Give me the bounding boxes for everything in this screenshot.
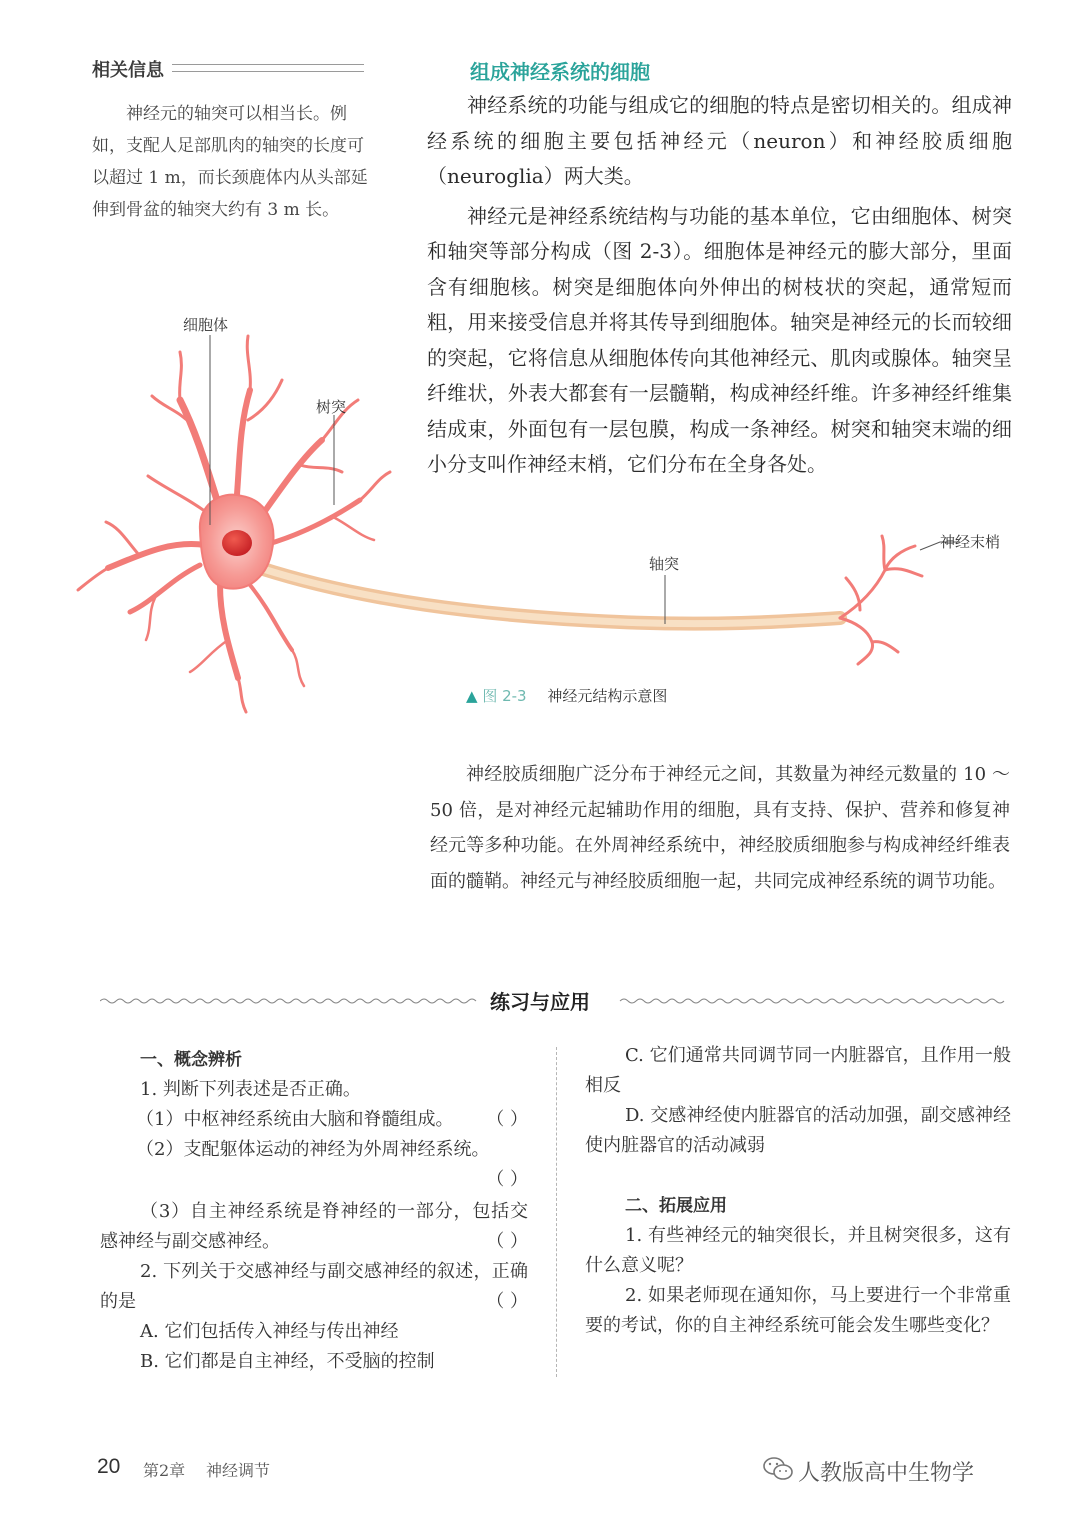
- neuron-diagram: [60, 300, 1060, 720]
- caption-title: 神经元结构示意图: [547, 687, 668, 705]
- section-title: 组成神经系统的细胞: [470, 60, 650, 84]
- option-d: D. 交感神经使内脏器官的活动加强，副交感神经使内脏器官的活动减弱: [585, 1105, 1011, 1156]
- extension-question-1: 1. 有些神经元的轴突很长，并且树突很多，这有什么意义呢？: [585, 1225, 1011, 1276]
- glia-section: [430, 757, 1010, 899]
- exercise-left-column: [100, 1045, 528, 1377]
- nucleus: [222, 530, 252, 556]
- column-divider: [556, 1047, 557, 1377]
- chapter-name: 神经调节: [206, 1461, 271, 1480]
- answer-blank[interactable]: （ ）: [486, 1291, 528, 1312]
- nerve-ending-branches: [840, 536, 922, 664]
- page-number: 20: [97, 1455, 121, 1478]
- question-1-2-blank[interactable]: （ ）: [486, 1169, 528, 1190]
- chapter-number: 第2章: [143, 1461, 186, 1480]
- exercise-heading-2: 二、拓展应用: [625, 1196, 727, 1216]
- option-c: C. 它们通常共同调节同一内脏器官，且作用一般相反: [585, 1045, 1011, 1096]
- body-paragraph-1: 神经系统的功能与组成它的细胞的特点是密切相关的。组成神经系统的细胞主要包括神经元（neuron）和神经胶质细胞（neuroglia）两大类。: [427, 93, 1012, 188]
- sidebar-paragraph: 神经元的轴突可以相当长。例如，支配人足部肌肉的轴突的长度可以超过 1 m，而长颈鹿体内从头部延伸到骨盆的轴突大约有 3 m 长。: [92, 104, 368, 220]
- axon: [260, 568, 840, 624]
- question-1: 1. 判断下列表述是否正确。: [140, 1079, 361, 1100]
- option-a: A. 它们包括传入神经与传出神经: [140, 1321, 399, 1342]
- sidebar-title-rule: [172, 64, 364, 72]
- question-1-2: （2）支配躯体运动的神经为外周神经系统。: [136, 1139, 490, 1160]
- option-b: B. 它们都是自主神经，不受脑的控制: [140, 1351, 435, 1372]
- question-2: 2. 下列关于交感神经与副交感神经的叙述，正确的是 （ ）: [100, 1257, 528, 1317]
- exercise-title: 练习与应用: [490, 990, 590, 1014]
- label-axon: 轴突: [649, 555, 680, 573]
- label-dendrite: 树突: [316, 398, 347, 416]
- label-cell-body: 细胞体: [183, 316, 229, 334]
- glia-paragraph: 神经胶质细胞广泛分布于神经元之间，其数量为神经元数量的 10 ～ 50 倍，是对神经元起辅助作用的细胞，具有支持、保护、营养和修复神经元等多种功能。在外周神经系统中，神经胶质细胞参与构成神经纤维表面的髓鞘。神经元与神经胶质细胞一起，共同完成神经系统的调节功能。: [430, 764, 1010, 892]
- watermark: 人教版高中生物学: [798, 1461, 975, 1486]
- answer-blank[interactable]: （ ）: [486, 1231, 528, 1252]
- extension-question-2: 2. 如果老师现在通知你，马上要进行一个非常重要的考试，你的自主神经系统可能会发生哪些变化？: [585, 1285, 1011, 1336]
- caption-marker: ▲: [466, 687, 478, 705]
- exercise-heading-1: 一、概念辨析: [140, 1050, 242, 1070]
- answer-blank[interactable]: （ ）: [486, 1109, 528, 1130]
- caption-number: 图 2-3: [482, 687, 527, 705]
- question-1-3: （3）自主神经系统是脊神经的一部分，包括交感神经与副交感神经。 （ ）: [100, 1197, 528, 1257]
- question-1-1: （ ） （1）中枢神经系统由大脑和脊髓组成。: [100, 1105, 528, 1135]
- wechat-icon: [762, 1454, 794, 1484]
- exercise-right-column: [585, 1041, 1011, 1341]
- body-paragraph-2: 神经元是神经系统结构与功能的基本单位，它由细胞体、树突和轴突等部分构成（图 2-3）。细胞体是神经元的膨大部分，里面含有细胞核。树突是细胞体向外伸出的树枝状的突起，通常短而粗，用来接受信息并将其传导到细胞体。轴突是神经元的长而较细的突起，它将信息从细胞体传向其他神经元、肌肉或腺体。轴突呈纤维状，外表大都套有一层髓鞘，构成神经纤维。许多神经纤维集结成束，外面包有一层包膜，构成一条神经。树突和轴突末端的细小分支叫作神经末梢，它们分布在全身各处。: [427, 203, 1012, 476]
- sidebar-text: [92, 98, 372, 226]
- figure-caption: [466, 685, 667, 706]
- label-nerve-ending: 神经末梢: [940, 533, 1001, 551]
- sidebar-title: 相关信息: [92, 60, 164, 81]
